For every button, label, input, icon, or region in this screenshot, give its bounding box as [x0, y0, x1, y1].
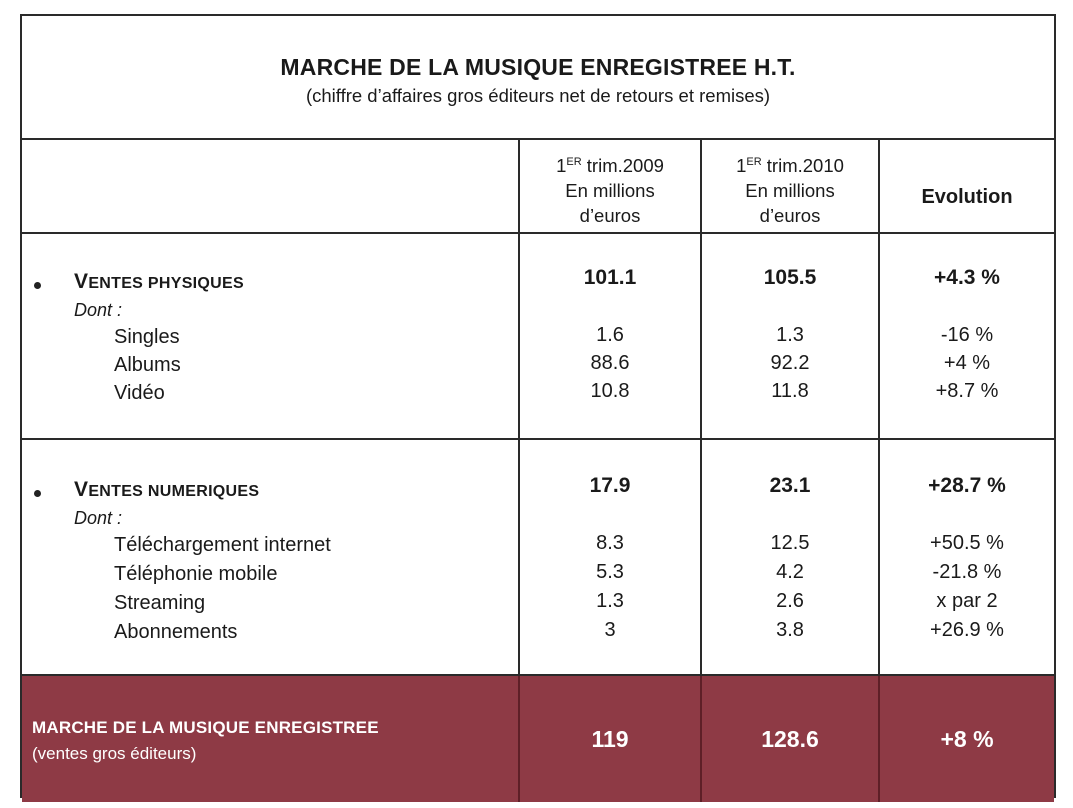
value-2010: 92.2	[770, 352, 810, 374]
section-total-2010: 105.5	[763, 266, 817, 289]
total-evolution-cell	[878, 676, 1054, 802]
value-2010: 12.5	[770, 532, 810, 554]
column-header-2009-sup: ER	[566, 156, 582, 168]
evolution-cell	[878, 234, 1054, 438]
column-header-2009-unit: En millions	[565, 180, 655, 201]
bullet-icon	[34, 282, 41, 289]
total-label-cell	[22, 676, 518, 802]
values-2009-cell	[518, 440, 700, 674]
column-header-2010-currency: d’euros	[759, 205, 821, 226]
total-2009-cell	[518, 676, 700, 802]
header-empty-cell	[22, 138, 518, 232]
evolution-value: +4 %	[943, 352, 991, 374]
total-evolution: +8 %	[940, 726, 994, 752]
total-sublabel: (ventes gros éditeurs)	[32, 744, 197, 763]
section-ventes-numeriques	[22, 440, 1054, 676]
bullet-icon	[34, 490, 41, 497]
document-sheet	[20, 14, 1056, 798]
evolution-value: -16 %	[940, 324, 994, 346]
total-label: MARCHE DE LA MUSIQUE ENREGISTREE	[32, 718, 379, 737]
header-cell-evolution	[878, 138, 1054, 232]
column-header-2009-currency: d’euros	[579, 205, 641, 226]
dont-label: Dont :	[74, 508, 123, 528]
title-block	[22, 16, 1054, 140]
value-2009: 88.6	[590, 352, 630, 374]
column-header-2010-period: trim.2010	[761, 155, 844, 176]
column-header-2009-lead: 1	[556, 155, 567, 176]
sub-item-label: Téléchargement internet	[114, 534, 331, 556]
total-2009: 119	[591, 726, 629, 752]
column-header-2010-unit: En millions	[745, 180, 835, 201]
evolution-value: +8.7 %	[935, 380, 999, 402]
section-title-rest: ENTES PHYSIQUES	[88, 275, 244, 292]
sub-item-label: Streaming	[114, 592, 206, 614]
evolution-value: +50.5 %	[930, 532, 1004, 554]
section-label-cell	[22, 440, 518, 674]
value-2009: 5.3	[596, 561, 624, 583]
total-2010-cell	[700, 676, 878, 802]
section-title	[74, 478, 259, 502]
evolution-value: +26.9 %	[930, 619, 1004, 641]
total-2010: 128.6	[761, 726, 819, 752]
value-2010: 4.2	[776, 561, 804, 583]
sub-item-label: Vidéo	[114, 382, 165, 404]
column-header-2009-period: trim.2009	[581, 155, 664, 176]
value-2010: 3.8	[776, 619, 804, 641]
evolution-value: -21.8 %	[932, 561, 1002, 583]
sub-item-label: Abonnements	[114, 621, 238, 643]
evolution-cell	[878, 440, 1054, 674]
section-title-rest: ENTES NUMERIQUES	[88, 483, 260, 500]
value-2010: 11.8	[771, 380, 809, 402]
section-ventes-physiques	[22, 234, 1054, 440]
sub-item-label: Téléphonie mobile	[114, 563, 278, 585]
page-subtitle: (chiffre d’affaires gros éditeurs net de retours et remises)	[305, 85, 771, 106]
sub-item-label: Albums	[114, 354, 181, 376]
values-2010-cell	[700, 440, 878, 674]
value-2009: 1.6	[596, 324, 624, 346]
section-label-cell	[22, 234, 518, 438]
section-total-2009: 17.9	[589, 474, 631, 497]
section-title-initial: V	[74, 478, 89, 501]
column-header-2010	[702, 150, 878, 228]
section-title	[74, 270, 244, 294]
page-title: MARCHE DE LA MUSIQUE ENREGISTREE H.T.	[280, 54, 796, 80]
value-2010: 1.3	[776, 324, 804, 346]
header-cell-2009	[518, 138, 700, 232]
values-2009-cell	[518, 234, 700, 438]
section-evolution: +28.7 %	[928, 474, 1006, 497]
column-header-2010-lead: 1	[736, 155, 747, 176]
total-row	[22, 676, 1054, 802]
value-2009: 8.3	[596, 532, 624, 554]
section-total-2010: 23.1	[769, 474, 811, 497]
section-total-2009: 101.1	[583, 266, 637, 289]
table-header-row	[22, 138, 1054, 234]
header-cell-2010	[700, 138, 878, 232]
column-header-2010-sup: ER	[746, 156, 762, 168]
sub-item-label: Singles	[114, 326, 180, 348]
section-evolution: +4.3 %	[934, 266, 1000, 289]
column-header-2009	[520, 150, 700, 228]
values-2010-cell	[700, 234, 878, 438]
value-2010: 2.6	[776, 590, 804, 612]
evolution-value: x par 2	[936, 590, 998, 612]
column-header-evolution: Evolution	[921, 186, 1013, 208]
value-2009: 10.8	[590, 380, 630, 402]
value-2009: 3	[604, 619, 616, 641]
value-2009: 1.3	[596, 590, 624, 612]
section-title-initial: V	[74, 270, 89, 293]
dont-label: Dont :	[74, 300, 123, 320]
market-table	[22, 138, 1054, 802]
